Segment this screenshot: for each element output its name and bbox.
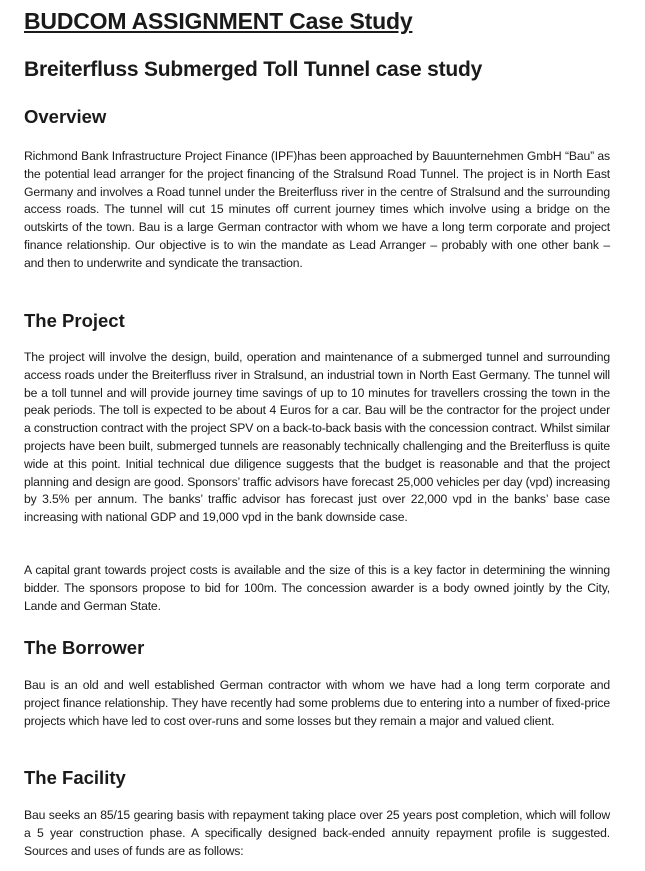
overview-heading: Overview bbox=[24, 106, 107, 127]
facility-heading: The Facility bbox=[24, 767, 126, 788]
borrower-paragraph: Bau is an old and well established German contractor with whom we have had a long term corporate and project finance relationship. They have recently had some problems due to entering into a number of fixed-price projects which have led to cost over-runs and some losses but they remain a major and valued client. bbox=[24, 678, 610, 728]
borrower-heading: The Borrower bbox=[24, 637, 145, 658]
case-study-subtitle: Breiterfluss Submerged Toll Tunnel case study bbox=[24, 58, 483, 81]
overview-paragraph: Richmond Bank Infrastructure Project Finance (IPF)has been approached by Bauunternehmen GmbH “Bau” as the potential lead arranger for the project financing of the Stralsund Road Tunnel. The project is in North East Germany and involves a Road tunnel under the Breiterfluss river in the centre of Stralsund and the surrounding access roads. The tunnel will cut 15 minutes off current journey times which involve using a bridge on the outskirts of the town. Bau is a large German contractor with whom we have a long term corporate and project finance relationship. Our objective is to win the mandate as Lead Arranger – probably with one other bank – and then to underwrite and syndicate the transaction. bbox=[24, 149, 610, 270]
document-title: BUDCOM ASSIGNMENT Case Study bbox=[24, 8, 413, 34]
project-paragraph-1: The project will involve the design, build, operation and maintenance of a submerged tunnel and surrounding access roads under the Breiterfluss river in Stralsund, an industrial town in North East Germany. The tunnel will be a toll tunnel and will provide journey time savings of up to 10 minutes for travellers crossing the town in the peak periods. The toll is expected to be about 4 Euros for a car. Bau will be the contractor for the project under a construction contract with the project SPV on a back-to-back basis with the concession contract. Whilst similar projects have been built, submerged tunnels are reasonably technically challenging and the Breiterfluss is quite wide at this point. Initial technical due diligence suggests that the budget is reasonable and that the project planning and design are good. Sponsors’ traffic advisors have forecast 25,000 vehicles per day (vpd) increasing by 3.5% per annum. The banks’ traffic advisor has forecast just over 22,000 vpd in the banks’ base case increasing with national GDP and 19,000 vpd in the bank downside case. bbox=[24, 350, 610, 525]
facility-paragraph: Bau seeks an 85/15 gearing basis with repayment taking place over 25 years post completion, which will follow a 5 year construction phase. A specifically designed back-ended annuity repayment profile is suggested. Sources and uses of funds are as follows: bbox=[24, 808, 610, 858]
project-paragraph-2: A capital grant towards project costs is available and the size of this is a key factor in determining the winning bidder. The sponsors propose to bid for 100m. The concession awarder is a body owned jointly by the City, Lande and German State. bbox=[24, 563, 610, 613]
project-heading: The Project bbox=[24, 310, 125, 331]
